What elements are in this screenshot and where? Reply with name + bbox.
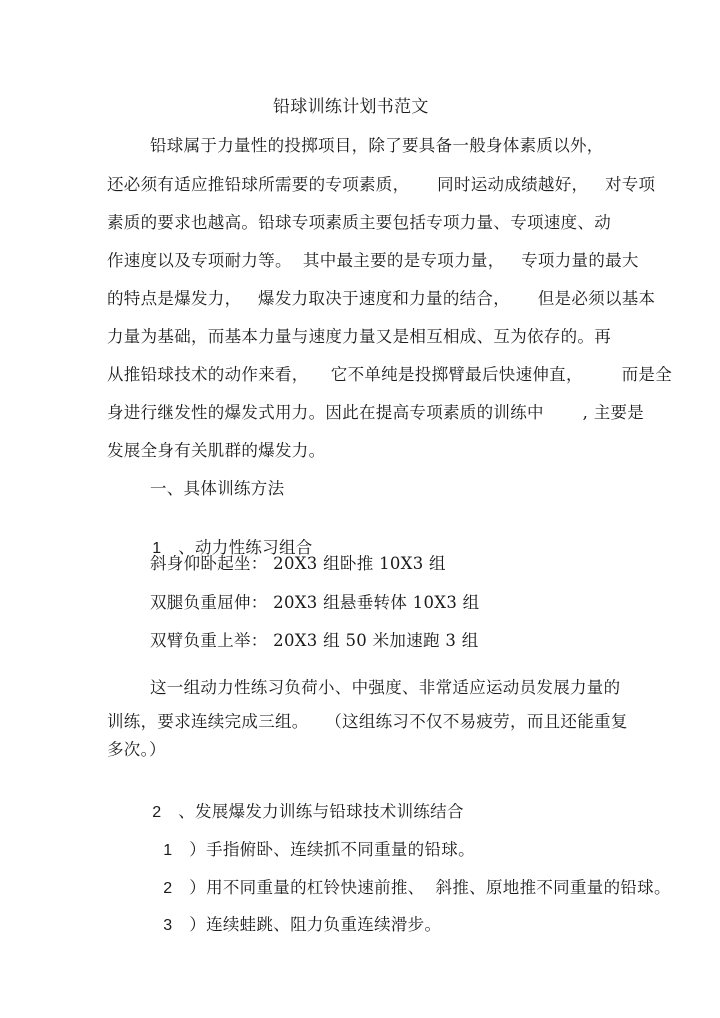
list-item-text: 、发展爆发力训练与铅球技术训练结合: [178, 802, 464, 821]
sub-list-item: [130, 892, 441, 959]
list-item-text: ）连续蛙跳、阻力负重连续滑步。: [189, 915, 442, 934]
paragraph-line: 还必须有适应推铅球所需要的专项素质， 同时运动成绩越好， 对专项: [107, 175, 656, 194]
paragraph-line: 从推铅球技术的动作来看， 它不单纯是投掷臂最后快速伸直， 而是全: [107, 365, 672, 384]
exercise-line: 双臂负重上举： 20X3 组 50 米加速跑 3 组: [150, 631, 479, 650]
paragraph-line: 作速度以及专项耐力等。 其中最主要的是专项力量， 专项力量的最大: [107, 251, 639, 270]
list-number: 2: [163, 880, 173, 897]
list-number: 3: [163, 917, 173, 934]
list-item-text: ）手指俯卧、连续抓不同重量的铅球。: [189, 840, 475, 859]
paragraph-line: 身进行继发性的爆发式用力。因此在提高专项素质的训练中 , 主要是: [107, 403, 645, 422]
section-heading: 一、具体训练方法: [150, 479, 285, 498]
list-item-text: ）用不同重量的杠铃快速前推、 斜推、原地推不同重量的铅球。: [189, 878, 671, 897]
list-number: 2: [152, 804, 162, 821]
paragraph-line: 训练，要求连续完成三组。 （这组练习不仅不易疲劳，而且还能重复: [107, 712, 628, 731]
paragraph-line: 力量为基础，而基本力量与速度力量又是相互相成、互为依存的。再: [107, 327, 611, 346]
paragraph-line: 素质的要求也越高。铅球专项素质主要包括专项力量、专项速度、动: [107, 213, 611, 232]
document-title: 铅球训练计划书范文: [273, 97, 429, 117]
paragraph-line: 的特点是爆发力， 爆发力取决于速度和力量的结合， 但是必须以基本: [107, 289, 656, 308]
list-number: 1: [163, 842, 173, 859]
exercise-line: 斜身仰卧起坐： 20X3 组卧推 10X3 组: [150, 554, 446, 573]
paragraph-line: 多次。）: [107, 740, 166, 759]
paragraph-line: 铅球属于力量性的投掷项目，除了要具备一般身体素质以外，: [150, 136, 604, 155]
list-number: 1: [152, 540, 162, 557]
list-item-text: 、动力性练习组合: [178, 538, 313, 557]
exercise-line: 双腿负重屈伸： 20X3 组悬垂转体 10X3 组: [150, 593, 480, 612]
paragraph-line: 这一组动力性练习负荷小、中强度、非常适应运动员发展力量的: [150, 678, 621, 697]
paragraph-line: 发展全身有关肌群的爆发力。: [107, 441, 326, 460]
